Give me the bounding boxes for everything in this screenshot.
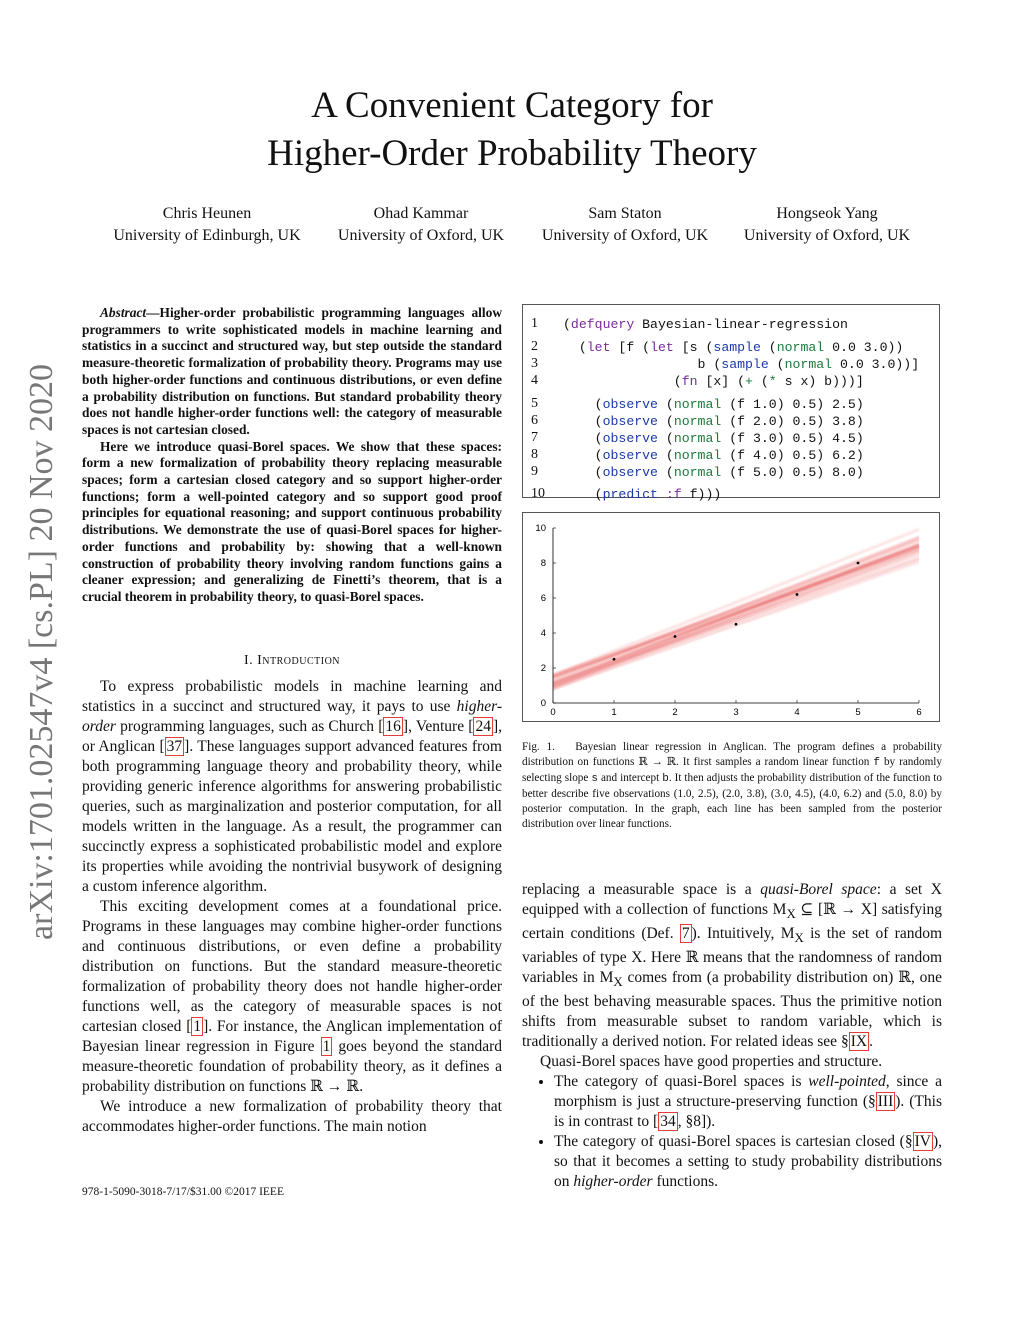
author-block bbox=[712, 203, 942, 247]
paper-title-line2: Higher-Order Probability Theory bbox=[267, 133, 757, 174]
figure-caption bbox=[522, 740, 942, 832]
x-tick-label: 6 bbox=[916, 707, 922, 718]
author-name: Chris Heunen bbox=[162, 205, 252, 222]
section-link[interactable]: III bbox=[877, 1093, 894, 1111]
author-block bbox=[92, 203, 322, 247]
code-line-number: 8 bbox=[531, 447, 538, 462]
list-item: • The category of quasi-Borel spaces is cartesian closed (§ IV ), so that it becomes a setting to study probability distributions on higher-order functions. bbox=[554, 1132, 942, 1192]
regression-chart bbox=[522, 512, 940, 722]
intro-column bbox=[82, 677, 502, 1137]
paper-title-line1: A Convenient Category for bbox=[311, 85, 713, 126]
code-line-number: 1 bbox=[531, 316, 538, 331]
x-tick-label: 0 bbox=[550, 707, 556, 718]
author-affiliation: University of Oxford, UK bbox=[541, 227, 709, 244]
posterior-line bbox=[553, 539, 919, 676]
code-line: (observe (normal (f 1.0) 0.5) 2.5) bbox=[563, 397, 864, 412]
y-tick-label: 10 bbox=[535, 523, 546, 534]
code-line-number: 7 bbox=[531, 430, 538, 445]
arxiv-stamp bbox=[8, 345, 66, 945]
data-point bbox=[735, 623, 738, 626]
author-affiliation: University of Oxford, UK bbox=[337, 227, 505, 244]
abstract bbox=[82, 305, 502, 606]
x-tick-label: 4 bbox=[794, 707, 800, 718]
code-line: (fn [x] (+ (* s x) b)))] bbox=[563, 374, 864, 389]
copyright-footer: 978-1-5090-3018-7/17/$31.00 ©2017 IEEE bbox=[82, 1186, 284, 1198]
author-name: Ohad Kammar bbox=[373, 205, 469, 222]
section-heading bbox=[82, 653, 502, 669]
data-point bbox=[613, 658, 616, 661]
citation-link[interactable]: 37 bbox=[166, 738, 183, 755]
code-line-number: 10 bbox=[531, 486, 545, 501]
author-affiliation: University of Edinburgh, UK bbox=[113, 227, 301, 244]
citation-link[interactable]: 16 bbox=[385, 718, 401, 735]
regression-chart-svg bbox=[523, 513, 939, 721]
data-point bbox=[857, 562, 860, 565]
y-tick-label: 4 bbox=[540, 628, 546, 639]
intro-paragraph-1: To express probabilistic models in machine learning and statistics in a succinct and structured way, it pays to use higher-order programming languages, such as Church [ 16 ], Venture [ 24 ], or Anglican [ 37 ]. These languages support advanced features from both programming language theory and probability theory, while providing generic inference algorithms for answering probabilistic queries, such as marginalization and posterior computation, for all models written in the language. As a result, the programmer can succinctly express a sophisticated probabilistic model and explore its properties while avoiding the nontrivial busywork of designing a custom inference algorithm. bbox=[82, 678, 502, 895]
posterior-line bbox=[553, 543, 919, 687]
abstract-paragraph-2: Here we introduce quasi-Borel spaces. We show that these spaces: form a new formalization of probability theory replacing measurable spaces; form a cartesian closed category and so support higher-order functions; form a well-pointed category and so support good proof principles for equational reasoning; and support continuous probability distributions. We demonstrate the use of quasi-Borel spaces for higher-order functions and probability by: showing that a well-known construction of probability theory involving random functions gains a cleaner expression; and generalizing de Finetti’s theorem, that is a crucial theorem in probability theory, to quasi-Borel spaces. bbox=[82, 438, 502, 604]
author-name: Hongseok Yang bbox=[776, 205, 878, 222]
code-line-number: 5 bbox=[531, 396, 538, 411]
caption-label: Fig. 1. bbox=[522, 741, 555, 753]
code-listing bbox=[522, 304, 940, 502]
x-tick-label: 3 bbox=[733, 707, 739, 718]
abstract-text: —Higher-order probabilistic programming languages allow programmers to write sophisticated models in machine learning and statistics in a succinct and structured way, but step outside the standard measure-theoretic formalization of probability theory. Programs may use both higher-order functions and continuous distributions, or even define a probability distribution on functions. But standard probability theory does not handle higher-order functions well: the category of measurable spaces is not cartesian closed. bbox=[82, 305, 502, 437]
y-tick-label: 0 bbox=[540, 698, 546, 709]
x-tick-label: 5 bbox=[855, 707, 861, 718]
list-item: • The category of quasi-Borel spaces is well-pointed, since a morphism is just a structure-preserving function (§ III ). (This is in contrast to [ 34 , §8]). bbox=[554, 1072, 942, 1132]
y-tick-label: 8 bbox=[540, 558, 546, 569]
code-line: b (sample (normal 0.0 3.0))] bbox=[563, 357, 920, 372]
section-number: I. bbox=[243, 653, 254, 668]
code-line-number: 2 bbox=[531, 339, 538, 354]
right-paragraph-2: Quasi-Borel spaces have good properties and structure. bbox=[540, 1053, 883, 1071]
code-line-number: 9 bbox=[531, 464, 538, 479]
code-line-number: 6 bbox=[531, 413, 538, 428]
section-link[interactable]: IV bbox=[914, 1133, 931, 1151]
intro-paragraph-2: This exciting development comes at a foundational price. Programs in these languages may combine higher-order functions and continuous distributions, or even define a probability distribution on functions. But the standard measure-theoretic formalization of probability theory does not handle higher-order functions well, as the category of measurable spaces is not cartesian closed [ 1 ]. For instance, the Anglican implementation of Bayesian linear regression in Figure 1 goes beyond the standard measure-theoretic foundation of probability theory, as it defines a probability distribution on functions ℝ → ℝ. bbox=[82, 898, 502, 1095]
abstract-label: Abstract bbox=[100, 305, 147, 320]
citation-link[interactable]: 24 bbox=[475, 718, 491, 735]
author-name: Sam Staton bbox=[588, 205, 662, 222]
posterior-line bbox=[553, 563, 919, 690]
code-line: (predict :f f))) bbox=[563, 487, 722, 502]
x-tick-label: 1 bbox=[611, 707, 617, 718]
author-affiliation: University of Oxford, UK bbox=[743, 227, 911, 244]
caption-text: Fig. 1. Bayesian linear regression in Anglican. The program defines a probability distribution on functions ℝ → ℝ. It first samples a random linear function f by randomly selecting slope s and intercept b. It then adjusts the probability distribution of the function to better describe five observations (1.0, 2.5), (2.0, 3.8), (3.0, 4.5), (4.0, 6.2) and (5.0, 8.0) by posterior computation. In the graph, each line has been sampled from the posterior distribution over linear functions. bbox=[522, 741, 942, 830]
right-column bbox=[522, 880, 942, 1192]
citation-link[interactable]: 34 bbox=[660, 1113, 676, 1131]
y-tick-label: 6 bbox=[540, 593, 546, 604]
code-line: (let [f (let [s (sample (normal 0.0 3.0)) bbox=[563, 340, 904, 355]
code-line: (observe (normal (f 2.0) 0.5) 3.8) bbox=[563, 414, 864, 429]
section-title: Introduction bbox=[257, 653, 341, 668]
code-line: (observe (normal (f 3.0) 0.5) 4.5) bbox=[563, 431, 864, 446]
arxiv-stamp-text: arXiv:1701.02547v4 [cs.PL] 20 Nov 2020 bbox=[23, 363, 60, 940]
citation-link[interactable]: 1 bbox=[193, 1018, 202, 1035]
code-line: (observe (normal (f 5.0) 0.5) 8.0) bbox=[563, 465, 864, 480]
code-line-number: 4 bbox=[531, 373, 538, 388]
x-tick-label: 2 bbox=[672, 707, 678, 718]
code-line: (observe (normal (f 4.0) 0.5) 6.2) bbox=[563, 448, 864, 463]
definition-link[interactable]: 7 bbox=[681, 925, 690, 943]
data-point bbox=[796, 593, 799, 596]
author-block bbox=[510, 203, 740, 247]
y-tick-label: 2 bbox=[540, 663, 546, 674]
code-line-number: 3 bbox=[531, 356, 538, 371]
author-block bbox=[306, 203, 536, 247]
right-paragraph-1: replacing a measurable space is a quasi-Borel space: a set X equipped with a collection of functions $M_X$ ⊆ [ℝ → X] satisfying certain conditions (Def. 7 ). Intuitively, $M_X$ is the set of random variables of type X. Here ℝ means that the randomness of random variables in $M_X$ comes from (a probability distribution on) ℝ, one of the best behaving measurable spaces. Thus the primitive notion shifts from measurable subset to random variable, which is traditionally a derived notion. For related ideas see § IX . bbox=[522, 881, 943, 1051]
figure-link[interactable]: 1 bbox=[322, 1038, 331, 1055]
intro-paragraph-3: We introduce a new formalization of probability theory that accommodates higher-order functions. The main notion bbox=[82, 1098, 502, 1135]
data-point bbox=[674, 635, 677, 638]
abstract-paragraph-1 bbox=[82, 305, 502, 439]
section-link[interactable]: IX bbox=[850, 1033, 868, 1051]
code-line: (defquery Bayesian-linear-regression bbox=[563, 317, 848, 332]
properties-list bbox=[522, 1072, 942, 1192]
